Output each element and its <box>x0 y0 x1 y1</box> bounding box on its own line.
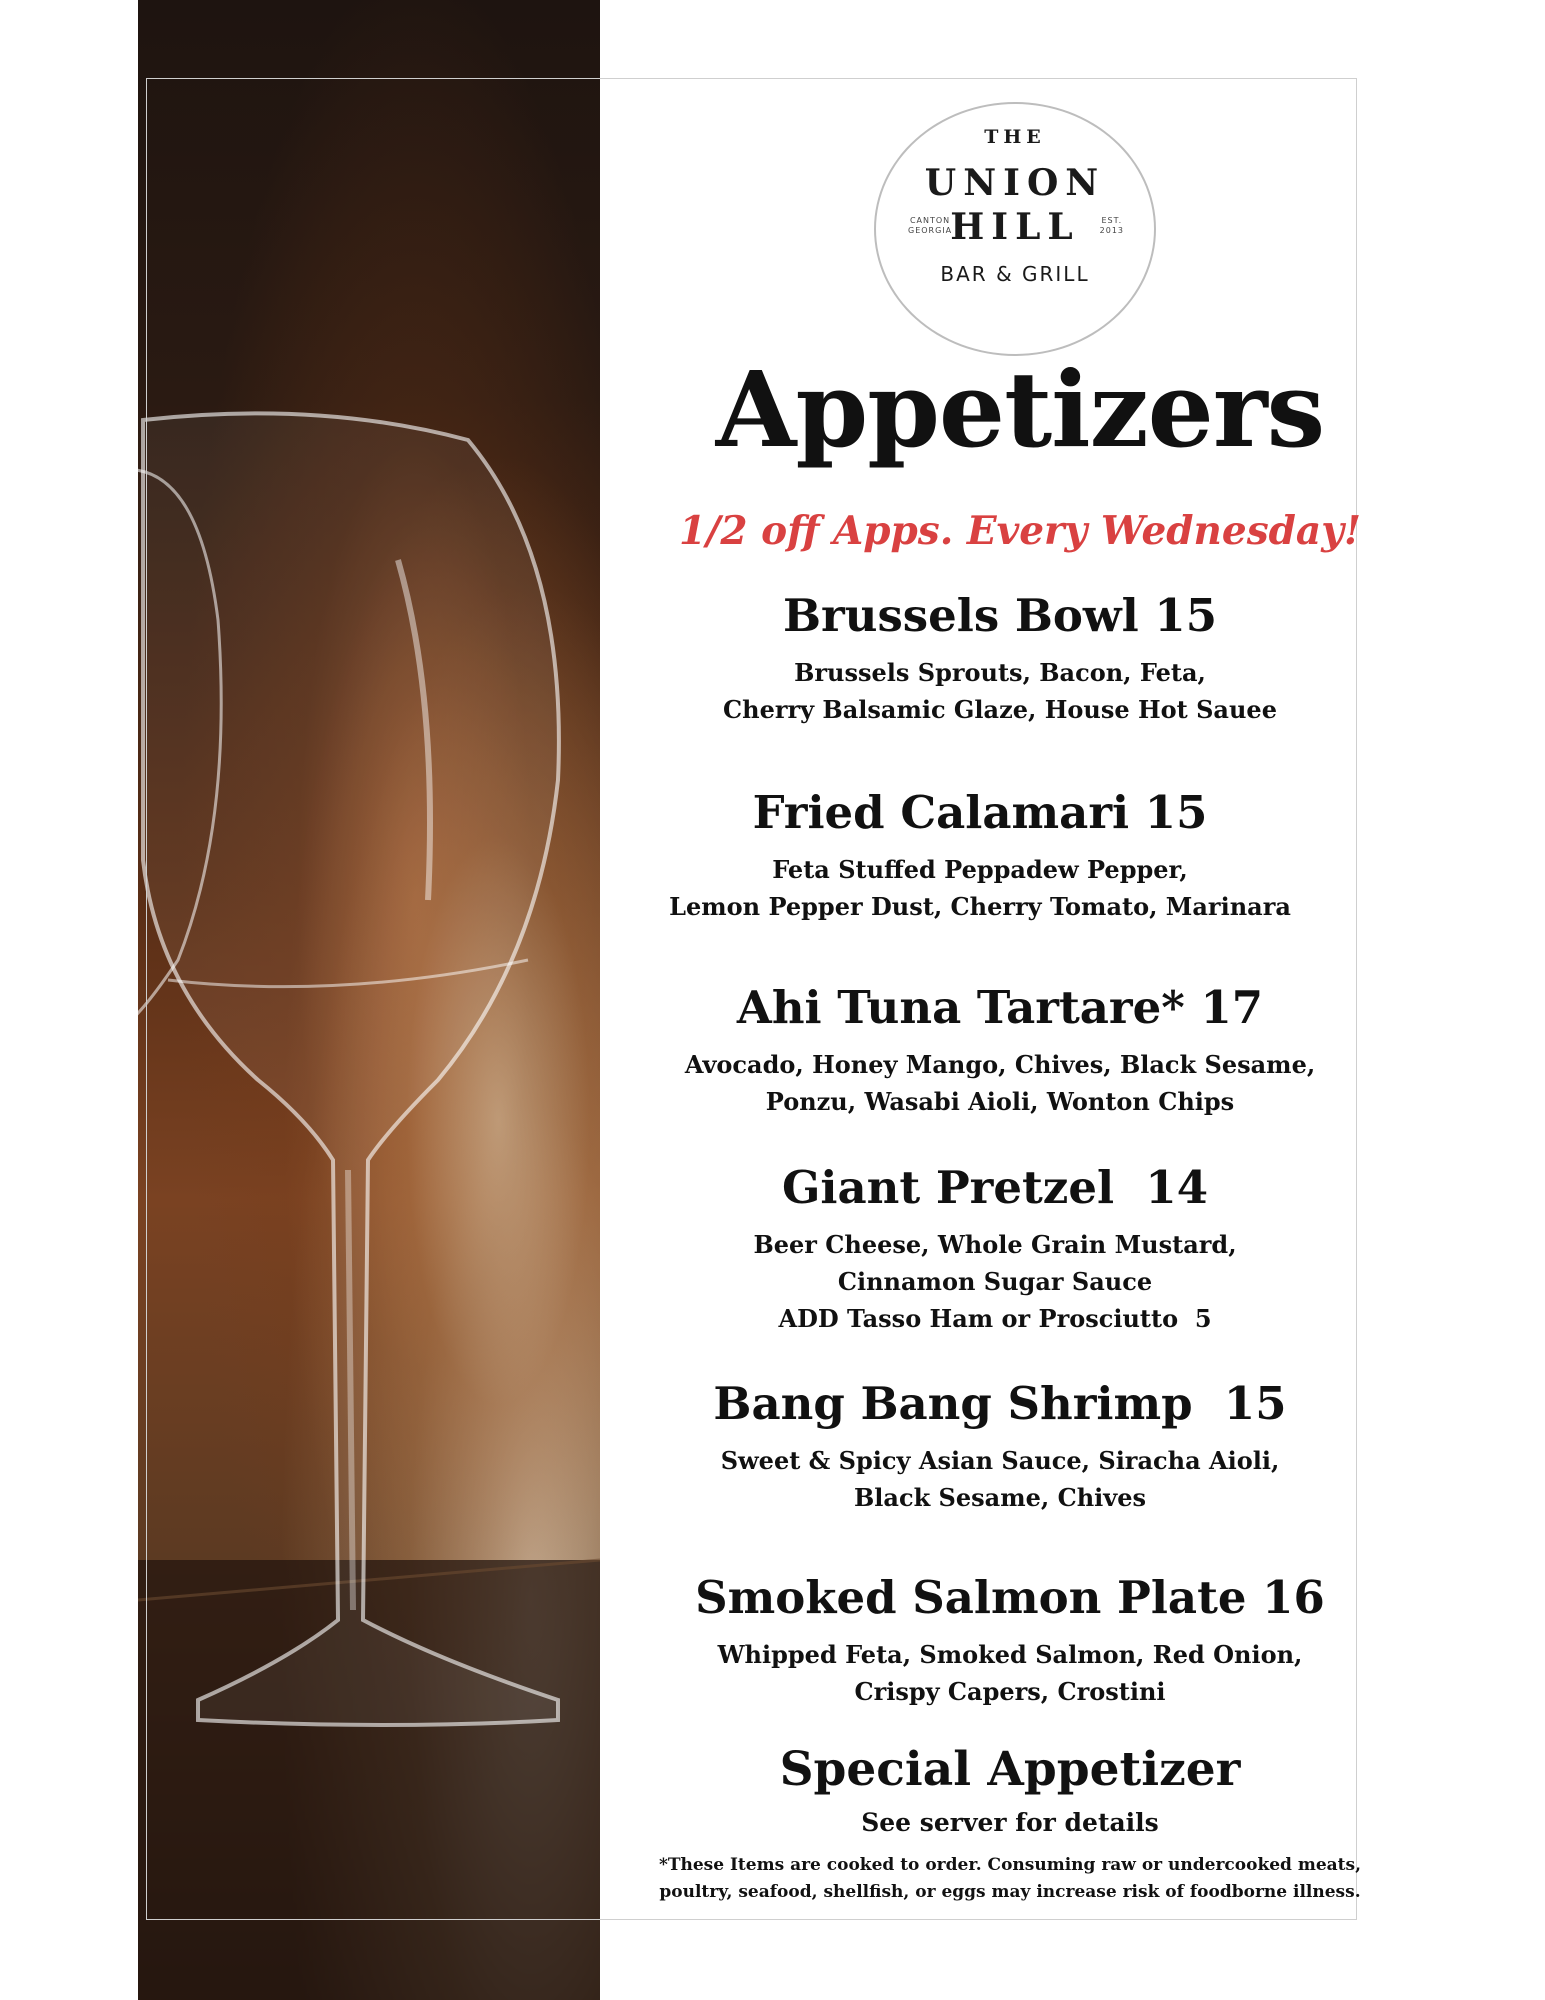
menu-item-description: Whipped Feta, Smoked Salmon, Red Onion, Crispy Capers, Crostini <box>717 1640 1303 1706</box>
menu-item <box>640 980 1360 1120</box>
menu-item <box>640 1570 1380 1710</box>
logo-the: THE <box>984 126 1046 148</box>
menu-item-description: Avocado, Honey Mango, Chives, Black Sesame, Ponzu, Wasabi Aioli, Wonton Chips <box>684 1050 1316 1116</box>
menu-item-description: Beer Cheese, Whole Grain Mustard, Cinnamon Sugar Sauce ADD Tasso Ham or Prosciutto 5 <box>753 1230 1237 1333</box>
menu-item <box>640 588 1360 728</box>
logo-hill: HILL <box>950 206 1080 248</box>
menu-item-name: Bang Bang Shrimp 15 <box>713 1377 1287 1430</box>
page-title: Appetizers <box>715 348 1325 471</box>
wine-glass-photo <box>138 0 600 2000</box>
menu-item-description: Sweet & Spicy Asian Sauce, Siracha Aioli, Black Sesame, Chives <box>720 1446 1280 1512</box>
menu-item-name: Fried Calamari 15 <box>752 786 1208 839</box>
menu-item-name: Brussels Bowl 15 <box>782 589 1218 642</box>
special-appetizer-title: Special Appetizer <box>779 1742 1241 1797</box>
promo-banner: 1/2 off Apps. Every Wednesday! <box>679 508 1361 554</box>
union-hill-logo <box>874 102 1156 356</box>
logo-union: UNION <box>924 162 1106 204</box>
menu-item-name: Ahi Tuna Tartare* 17 <box>736 981 1264 1034</box>
logo-subtitle: BAR & GRILL <box>940 262 1090 286</box>
menu-item-description: Feta Stuffed Peppadew Pepper, Lemon Pepper Dust, Cherry Tomato, Marinara <box>669 855 1291 921</box>
menu-item <box>640 1160 1350 1337</box>
menu-item <box>640 1376 1360 1516</box>
food-safety-disclaimer: *These Items are cooked to order. Consuming raw or undercooked meats, poultry, seafood, shellfish, or eggs may increase risk of foodborne illness. <box>658 1855 1362 1902</box>
menu-item <box>640 785 1320 925</box>
wine-glass-illustration <box>138 0 600 2000</box>
menu-item-name: Smoked Salmon Plate 16 <box>695 1571 1325 1624</box>
logo-location: CANTON GEORGIA <box>908 216 953 235</box>
logo-established: EST. 2013 <box>1099 216 1124 235</box>
special-appetizer-note: See server for details <box>861 1808 1159 1837</box>
menu-item-description: Brussels Sprouts, Bacon, Feta, Cherry Balsamic Glaze, House Hot Sauee <box>723 658 1277 724</box>
menu-item-name: Giant Pretzel 14 <box>781 1161 1209 1214</box>
